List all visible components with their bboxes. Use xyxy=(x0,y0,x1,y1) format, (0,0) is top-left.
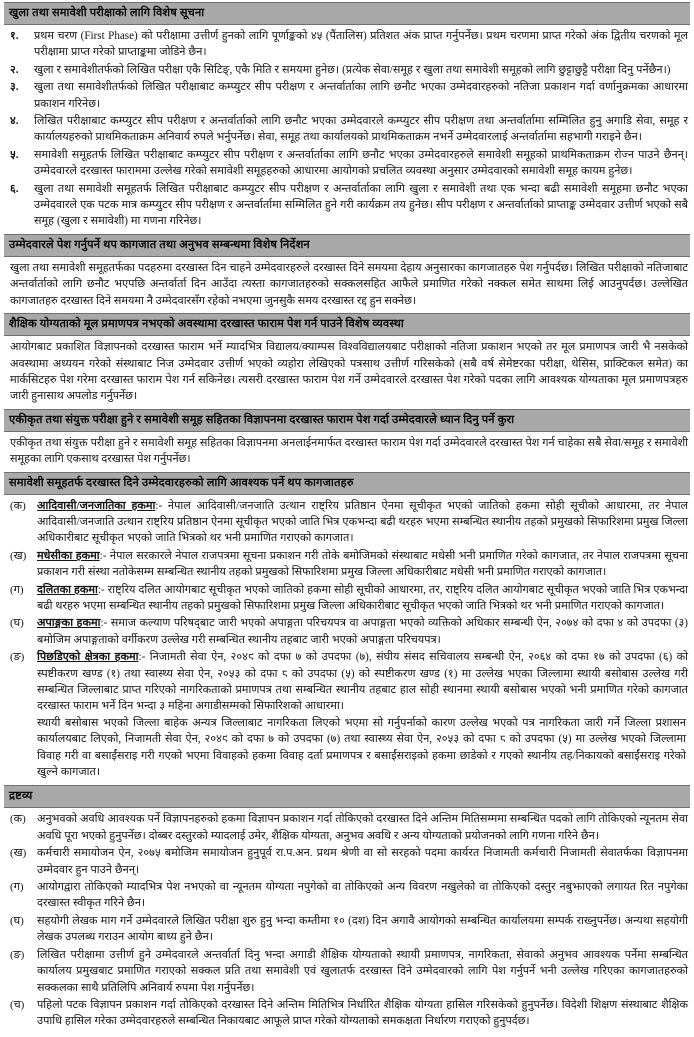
list-marker: (ग) xyxy=(10,881,24,894)
list-item-lead: दलितका हकमा xyxy=(37,583,98,596)
lettered-list-remarks xyxy=(4,811,690,1029)
list-marker: २. xyxy=(10,63,19,76)
list-marker: (घ) xyxy=(10,914,24,927)
section-heading-inclusive-group-documents: समावेशी समूहतर्फ दरखास्त दिने उम्मेदवारहरुको लागि आवश्यक पर्ने थप कागजातहरु xyxy=(4,472,690,495)
list-item-text: समावेशी समूहतर्फ लिखित परीक्षाबाट कम्प्युटर सीप परीक्षण र अन्तर्वार्ताका लागि छनौट भएका उम्मेदवारहरुले समावेशी समूहको प्राथमिकताक्रम रोज्न पाउने छैनन्। उम्मेदवारले दरखास्त फाराममा उल्लेख गरेको समावेशी समूहहरुको आधारमा आयोगको प्रचलित व्यवस्था अनुसार उम्मेदवारको समावेशी समूह कायम हुनेछ। xyxy=(34,148,688,178)
list-item xyxy=(4,582,690,615)
list-marker: (ख) xyxy=(10,847,27,860)
list-item xyxy=(4,147,690,180)
list-marker: (ख) xyxy=(10,549,27,562)
list-item xyxy=(4,649,690,781)
list-marker: ६. xyxy=(10,182,19,195)
list-item xyxy=(4,113,690,146)
list-item-text xyxy=(37,615,690,648)
list-item-text xyxy=(37,548,690,581)
section-heading-remarks: द्रष्टव्य xyxy=(4,785,690,808)
list-item-text: प्रथम चरण (First Phase) को परीक्षामा उत्तीर्ण हुनको लागि पूर्णाङ्कको ४५ (पैंतालिस) प्रतिशत अंक प्राप्त गर्नुपर्नेछ। प्रथम चरणमा प्राप्त गरेको अंक द्वितीय चरणको मूल परीक्षामा प्राप्त गरेको प्राप्ताङ्कमा जोडिने छैन। xyxy=(34,30,688,59)
list-item-text xyxy=(37,582,690,615)
list-item-lead: अपाङ्गका हकमा xyxy=(37,617,101,630)
list-item-text: खुला र समावेशीतर्फको लिखित परीक्षा एकै सिटिङ्, एकै मिति र समयमा हुनेछ। (प्रत्येक सेवा/समूह र खुला तथा समावेशी समूहको लागि छुट्टाछुट्टै परीक्षा दिनु पर्नेछैन।) xyxy=(34,63,671,76)
list-item-text: कर्मचारी समायोजन ऐन, २०७५ बमोजिम समायोजन हुनुपूर्व रा.प.अन. प्रथम श्रेणी वा सो सरहको पदमा कार्यरत निजामती कर्मचारी निजामती सेवातर्फका विज्ञापनमा उम्मेदवार हुन पाउने छैनन्। xyxy=(37,847,688,876)
list-item-text: लिखित परीक्षाबाट कम्प्युटर सीप परीक्षण र अन्तर्वार्ताको लागि छनौट भएका उम्मेदवारले कम्प्युटर सीप परीक्षण तथा अन्तर्वार्तामा सम्मिलित हुनु अगाडि सेवा, समूह र कार्यालयहरुको प्राथमिकताक्रम अनिवार्य रुपले भर्नुपर्नेछ। सेवा, समूह तथा कार्यालयको प्राथमिकताक्रम नभर्ने उम्मेदवारलाई अन्तर्वार्तामा सहभागी गराइने छैन। xyxy=(34,115,688,144)
list-item xyxy=(4,28,690,61)
lettered-list-inclusive-documents xyxy=(4,498,690,782)
list-marker: ३. xyxy=(10,81,19,94)
numbered-list-special-notice xyxy=(4,28,690,230)
list-item xyxy=(4,913,690,946)
list-marker: ५. xyxy=(10,148,19,161)
list-item xyxy=(4,879,690,912)
list-item-extra-paragraph: स्थायी बसोबास भएको जिल्ला बाहेक अन्यत्र जिल्लाबाट नागरिकता लिएको भएमा सो गर्नुपर्नाको कारण उल्लेख भएको पत्र नागरिकता जारी गर्ने जिल्ला प्रशासन कार्यालयबाट लिएको, निजामती सेवा ऐन, २०४९ को दफा ७ को उपदफा (७) तथा स्वास्थ्य सेवा ऐन, २०५३ को दफा ८ को उपदफा (५) मा उल्लेख भएको जिल्लामा विवाह गरी वा बसाईंसराइ गरी गएको भएमा विवाहको हकमा विवाह दर्ता प्रमाणपत्र र बसाईंसराइको हकमा छाडेको र गएको स्थानीय तह/निकायको बसाईंसराइ गरेको खुल्ने कागजात। xyxy=(37,716,686,779)
section-paragraph: खुला तथा समावेशी समूहतर्फका पदहरुमा दरखास्त दिन चाहने उम्मेदवारहरुले दरखास्त दिने समयमा देहाय अनुसारका कागजातहरु पेश गर्नुपर्दछ। लिखित परीक्षाको नतिजाबाट अन्तर्वार्ताको लागि छनौट भएपछि अन्तर्वार्ता दिन आउँदा त्यस्ता कागजातहरुको सक्कलसहित आफैले प्रमाणित गरेको नक्कल समेत साथमा लिई आउनुपर्दछ। उल्लेखित कागजातहरु दरखास्त दिने समयमा नै उम्मेदवारसँग रहेको नभएमा जुनसुकै समय दरखास्त रद्द हुन सक्नेछ। xyxy=(10,261,688,307)
list-marker: (क) xyxy=(10,499,26,512)
list-marker: (घ) xyxy=(10,617,24,630)
list-item-body: :- राष्ट्रिय दलित आयोगबाट सूचीकृत भएको जातिको हकमा सोही सूचीको आधारमा, तर, राष्ट्रिय दलित आयोगबाट सूचीकृत भएको जाति भित्र एकभन्दा बढी थरहरु भएमा सम्बन्धित स्थानीय तहको प्रमुखको सिफारिशमा प्रमुख जिल्ला अधिकारीबाट सूचीकृत भएको जाति भित्रको थर भनी प्रमाणित गराएको कागजात। xyxy=(37,583,688,612)
list-item xyxy=(4,845,690,878)
list-marker: (ङ) xyxy=(10,948,25,961)
list-item-lead: मधेसीका हकमा xyxy=(37,549,100,562)
list-item xyxy=(4,62,690,78)
list-item xyxy=(4,181,690,230)
list-item xyxy=(4,79,690,112)
list-item-text xyxy=(37,649,690,781)
list-item xyxy=(4,811,690,844)
list-item-text xyxy=(37,498,690,547)
list-item-lead: आदिवासी/जनजातिका हकमा xyxy=(37,499,156,512)
list-item xyxy=(4,947,690,996)
list-marker: (ङ) xyxy=(10,651,25,664)
section-heading-no-original-certificate: शैक्षिक योग्यताको मूल प्रमाणपत्र नभएको अवस्थामा दरखास्त फाराम पेश गर्न पाउने विशेष व्यवस्था xyxy=(4,313,690,336)
list-marker: (ग) xyxy=(10,583,24,596)
list-marker: १. xyxy=(10,30,19,42)
list-item-text: अनुभवको अवधि आवश्यक पर्ने विज्ञापनहरुको हकमा विज्ञापन प्रकाशन गर्दा तोकिएको दरखास्त दिने अन्तिम मितिसम्ममा सम्बन्धित पदको लागि तोकिएको न्यूनतम सेवा अवधि पूरा भएको हुनुपर्नेछ। दोब्बर दस्तुरको म्यादलाई उमेर, शैक्षिक योग्यता, अनुभव अवधि र अन्य योग्यताको प्रयोजनको लागि गणना गरिने छैन। xyxy=(37,813,688,842)
section-heading-additional-documents: उम्मेदवारले पेश गर्नुपर्ने थप कागजात तथा अनुभव सम्बन्धमा विशेष निर्देशन xyxy=(4,234,690,257)
list-item xyxy=(4,615,690,648)
list-item-text: पहिलो पटक विज्ञापन प्रकाशन गर्दा तोकिएको दरखास्त दिने अन्तिम मितिभित्र निर्धारित शैक्षिक योग्यता हासिल गरिसकेको हुनुपर्नेछ। विदेशी शिक्षण संस्थाबाट शैक्षिक उपाधि हासिल गरेका उम्मेदवारहरुले सम्बन्धित निकायबाट आफूले प्राप्त गरेको योग्यताको समकक्षता निर्धारण गराएको हुनुपर्दछ। xyxy=(37,998,688,1028)
section-paragraph: आयोगबाट प्रकाशित विज्ञापनको दरखास्त फाराम भर्ने म्यादभित्र विद्यालय/क्याम्पस विश्वविद्यालयबाट परीक्षाको नतिजा प्रकाशन भएको तर मूल प्रमाणपत्र जारी भै नसकेको अवस्थामा अध्ययन गरेको संस्थाबाट निज उम्मेदवार उत्तीर्ण भएको व्यहोरा लेखिएको पत्रसाथ उत्तीर्ण गरिसकेको (सबै वर्ष सेमेष्टरका परीक्षा, थेसिस, प्राक्टिकल समेत) का मार्कसिटहरु पेश गरेमा दरखास्त फाराम पेश गर्न सकिनेछ। त्यसरी दरखास्त फाराम पेश गर्ने उम्मेदवारले दरखास्त पेश गरेको पदका लागि आवश्यक योग्यताका मूल प्रमाणपत्रहरु जारी हुनासाथ अपलोड गर्नुपर्नेछ। xyxy=(10,341,688,403)
list-item-text: आयोगद्वारा तोकिएको म्यादभित्र पेश नभएको वा न्यूनतम योग्यता नपुगेको वा तोकिएको अन्य विवरण नखुलेको वा तोकिएको दस्तुर नबुझाएको लगायत रित नपुगेका दरखास्त स्वीकृत गरिने छैन। xyxy=(37,881,688,910)
section-paragraph: एकीकृत तथा संयुक्त परीक्षा हुने र समावेशी समूह सहितका विज्ञापनमा अनलाईनमार्फत दरखास्त फाराम पेश गर्दा उम्मेदवारले दरखास्त पेश गर्न चाहेका सबै सेवा/समूह र समावेशी समूहका लागि एकसाथ दरखास्त पेश गर्नुपर्नेछ। xyxy=(10,436,688,466)
section-heading-integrated-joint-exam: एकीकृत तथा संयुक्त परीक्षा हुने र समावेशी समूह सहितका विज्ञापनमा दरखास्त फाराम पेश गर्दा उम्मेदवारले ध्यान दिनु पर्ने कुरा xyxy=(4,409,690,432)
list-item-text: खुला तथा समावेशी समूहतर्फ लिखित परीक्षाबाट कम्प्युटर सीप परीक्षण र अन्तर्वार्ताका लागि खुला र समावेशी तथा एक भन्दा बढी समावेशी समूहमा छनौट भएका उम्मेदवारले एक पटक मात्र कम्प्युटर सीप परीक्षण र अन्तर्वार्तामा सम्मिलित हुने गरी कार्यक्रम तय हुनेछ। सीप परीक्षण र अन्तर्वार्ताको प्राप्ताङ्क उम्मेदवार उत्तीर्ण भएको सबै समूह (खुला र समावेशी) मा गणना गरिनेछ। xyxy=(34,182,688,228)
list-item xyxy=(4,997,690,1030)
list-item xyxy=(4,498,690,547)
list-item-body: :- समाज कल्याण परिषद्‌बाट जारी भएको अपाङ्गता परिचयपत्र वा अपाङ्गता भएको व्यक्तिको अधिकार सम्बन्धी ऐन, २०७४ को दफा ४ को उपदफा (३) बमोजिम अपाङ्गताको वर्गीकरण उल्लेख गरी सम्बन्धित स्थानीय तहबाट जारी भएको अपाङ्गता परिचयपत्र। xyxy=(37,617,688,646)
list-marker: (क) xyxy=(10,813,26,826)
list-item xyxy=(4,548,690,581)
list-item-text: लिखित परीक्षामा उत्तीर्ण हुने उम्मेदवारले अन्तर्वार्ता दिनु भन्दा अगाडी शैक्षिक योग्यताको स्थायी प्रमाणपत्र, नागरिकता, सेवाको अनुभव आवश्यक पर्नेमा सम्बन्धित कार्यालय प्रमुखबाट प्रमाणित गराएको सक्कल प्रति तथा समावेशी एवं खुलातर्फ दरखास्त दिने उम्मेदवारको लागि पेश गर्नुपर्ने भनी उल्लेख गरिएका कागजातहरुको सक्कलका साथै प्रतिलिपि अनिवार्य रुपमा पेश गर्नुपर्नेछ। xyxy=(37,948,688,994)
list-marker: ४. xyxy=(10,115,19,128)
list-item-inline xyxy=(37,651,688,712)
list-item-body: :- नेपाल आदिवासी/जनजाति उत्थान राष्ट्रिय प्रतिष्ठान ऐनमा सूचीकृत भएको जातिको हकमा सोही सूचीको आधारमा, तर नेपाल आदिवासी/जनजाति उत्थान राष्ट्रिय प्रतिष्ठान ऐनमा सूचीकृत भएको जाति भित्र एकभन्दा बढी थरहरु भएमा सम्बन्धित स्थानीय तहको प्रमुखको सिफारिशमा प्रमुख जिल्ला अधिकारीबाट सूचीकृत भएको जाति भित्रको थर भनी प्रमाणित गराएको कागजात। xyxy=(37,499,688,545)
list-item-body: :- निजामती सेवा ऐन, २०४९ को दफा ७ को उपदफा (७), संघीय संसद सचिवालय सम्बन्धी ऐन, २०६४ को दफा १७ को उपदफा (६) को स्पष्टीकरण खण्ड (१) तथा स्वास्थ्य सेवा ऐन, २०५३ को दफा ८ को उपदफा (५) को स्पष्टीकरण खण्ड (१) मा उल्लेख भएका जिल्लामा स्थायी बसोबास उल्लेख गरी सम्बन्धित जिल्लाबाट प्राप्त गरिएको नागरिकताको प्रमाणपत्र तथा सम्बन्धित स्थानीय तहबाट हाल सोही स्थानमा स्थायी बसोबास भएको भनी प्रमाणित गरेको कागजात दरखास्त फाराम भर्ने दिन भन्दा ३ महिना अगाडीसम्मको सिफारिशको आधारमा। xyxy=(37,651,689,713)
list-item-body: :- नेपाल सरकारले नेपाल राजपत्रमा सूचना प्रकाशन गरी तोके बमोजिमको संस्थाबाट मधेसी भनी प्रमाणित गरेको कागजात, तर नेपाल राजपत्रमा सूचना प्रकाशन गरी संस्था नतोकेसम्म सम्बन्धित स्थानीय तहको प्रमुखको सिफारिशमा प्रमुख जिल्ला अधिकारीबाट मधेसी भनी प्रमाणित गराएको कागजात। xyxy=(37,549,688,579)
list-item-text: सहयोगी लेखक माग गर्ने उम्मेदवारले लिखित परीक्षा शुरु हुनु भन्दा कम्तीमा १० (दश) दिन अगावै आयोगको सम्बन्धित कार्यालयमा सम्पर्क राख्नुपर्नेछ। अन्यथा सहयोगी लेखक उपलब्ध गराउन आयोग बाध्य हुने छैन। xyxy=(37,914,688,944)
list-item-lead: पिछडिएको क्षेत्रका हकमा xyxy=(37,651,139,664)
list-item-text: खुला तथा समावेशीतर्फको लिखित परीक्षाबाट कम्प्युटर सीप परीक्षण र अन्तर्वार्ताका लागि छनौट भएका उम्मेदवारहरुको नतिजा प्रकाशन गर्दा वर्णानुक्रमका आधारमा प्रकाशन गरिनेछ। xyxy=(34,81,688,110)
list-marker: (च) xyxy=(10,998,25,1011)
section-heading-special-notice: खुला तथा समावेशी परीक्षाको लागि विशेष सूचना xyxy=(4,2,690,25)
